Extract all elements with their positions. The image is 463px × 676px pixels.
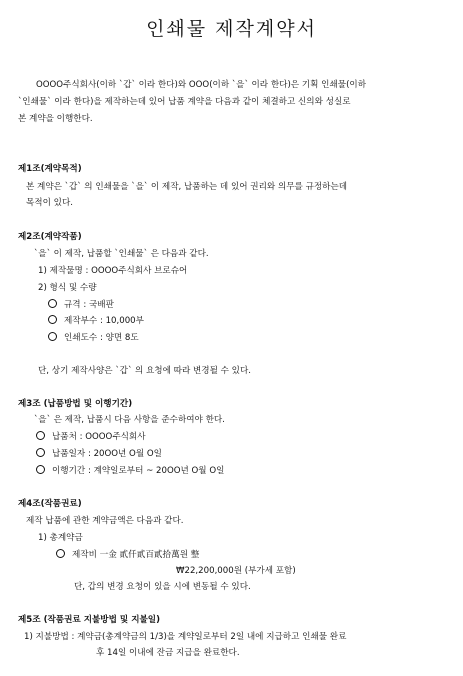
circle-bullet-icon xyxy=(48,332,57,341)
article-2-lead: `을` 이 제작, 납품할 `인쇄물` 은 다음과 같다. xyxy=(34,249,209,259)
article-3-bullet-2 xyxy=(36,448,162,460)
bullet-text: 납품처 : OOOO주식회사 xyxy=(52,432,146,442)
article-3-bullet-3 xyxy=(36,465,224,477)
article-4-heading: 제4조(작품권료) xyxy=(18,499,82,509)
document-title: 인쇄물 제작계약서 xyxy=(146,18,317,40)
article-3-lead: `을` 은 제작, 납품시 다음 사항을 준수하여야 한다. xyxy=(34,415,225,425)
circle-bullet-icon xyxy=(36,465,45,474)
circle-bullet-icon xyxy=(48,315,57,324)
article-2-bullet-3 xyxy=(48,332,139,344)
bullet-text: 납품일자 : 20OO년 O월 O일 xyxy=(52,449,162,459)
bullet-text: 규격 : 국배판 xyxy=(64,300,114,310)
circle-bullet-icon xyxy=(48,299,57,308)
article-2-bullet-1 xyxy=(48,299,114,311)
article-5-line-2: 후 14일 이내에 잔금 지급을 완료한다. xyxy=(96,648,240,658)
article-4-bullet xyxy=(56,549,199,561)
article-1-line-2: 목적이 있다. xyxy=(26,198,73,208)
intro-line-2: `인쇄물` 이라 한다)을 제작하는데 있어 납품 계약을 다음과 같이 체결하고 신의와 성실로 xyxy=(18,97,351,107)
article-1-line-1: 본 계약은 `갑` 의 인쇄물을 `을` 이 제작, 납품하는 데 있어 권리와 의무를 규정하는데 xyxy=(26,182,348,192)
article-3-heading: 제3조 (납품방법 및 이행기간) xyxy=(18,399,133,409)
article-4-amount: ₩22,200,000원 (부가세 포함) xyxy=(176,566,296,576)
article-4-item-1: 1) 총계약금 xyxy=(38,533,83,543)
circle-bullet-icon xyxy=(36,431,45,440)
article-2-bullet-2 xyxy=(48,315,144,327)
bullet-text: 제작부수 : 10,000부 xyxy=(64,316,144,326)
circle-bullet-icon xyxy=(56,549,65,558)
article-4-note: 단, 갑의 변경 요청이 있을 시에 변동될 수 있다. xyxy=(74,582,251,592)
article-5-heading: 제5조 (작품권료 지불방법 및 지불일) xyxy=(18,615,161,625)
circle-bullet-icon xyxy=(36,448,45,457)
article-2-item-1: 1) 제작물명 : OOOO주식회사 브로슈어 xyxy=(38,266,188,276)
bullet-text: 이행기간 : 계약일로부터 ~ 20OO년 O월 O일 xyxy=(52,466,225,476)
article-1-heading: 제1조(계약목적) xyxy=(18,164,82,174)
intro-line-3: 본 계약을 이행한다. xyxy=(18,114,93,124)
article-2-heading: 제2조(계약작품) xyxy=(18,232,82,242)
article-2-item-2: 2) 형식 및 수량 xyxy=(38,283,97,293)
article-3-bullet-1 xyxy=(36,431,146,443)
bullet-text: 제작비 一金 貳仟貳百貳拾萬원 整 xyxy=(72,550,200,560)
article-2-note: 단, 상기 제작사양은 `갑` 의 요청에 따라 변경될 수 있다. xyxy=(38,366,251,376)
intro-line-1: OOOO주식회사(이하 `갑` 이라 한다)와 OOO(이하 `을` 이라 한다)은 기획 인쇄물(이하 xyxy=(36,80,367,90)
article-4-lead: 제작 납품에 관한 계약금액은 다음과 같다. xyxy=(26,516,184,526)
article-5-line-1: 1) 지불방법 : 계약금(총계약금의 1/3)을 계약일로부터 2일 내에 지급하고 인쇄물 완료 xyxy=(24,632,347,642)
bullet-text: 인쇄도수 : 양면 8도 xyxy=(64,333,139,343)
